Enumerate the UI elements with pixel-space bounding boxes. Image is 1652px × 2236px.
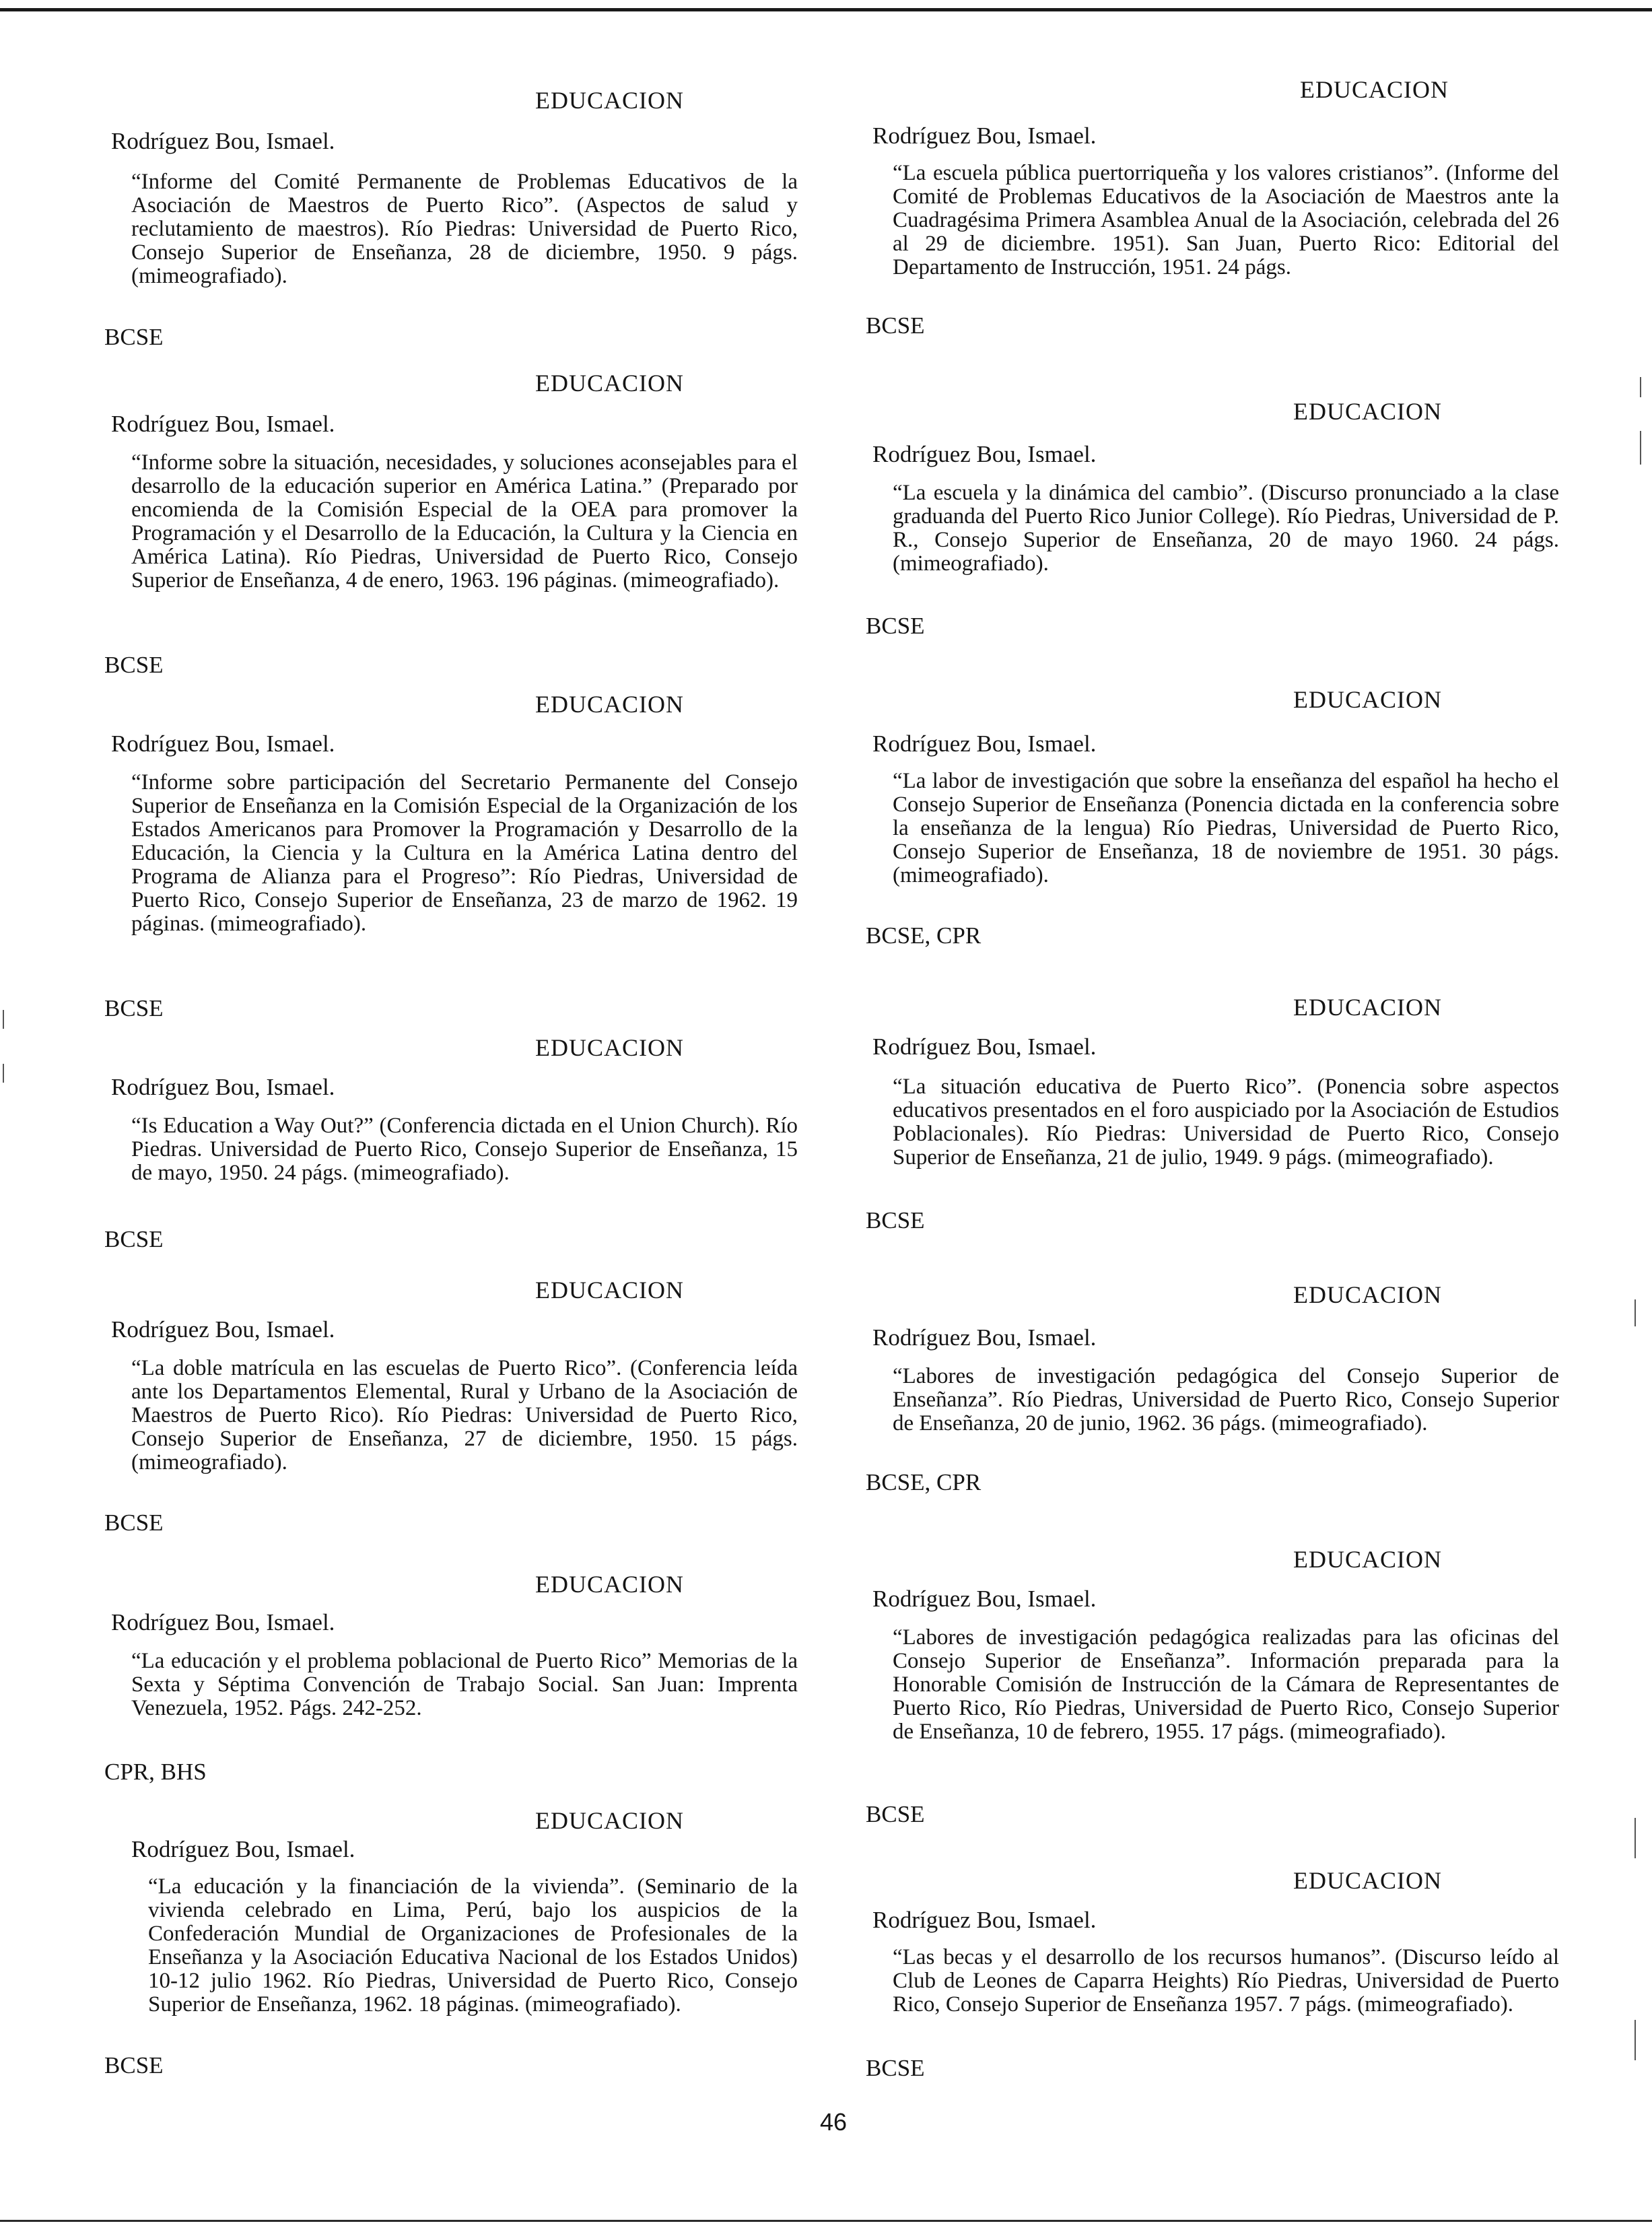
scan-margin-mark xyxy=(1634,1299,1636,1326)
author-name: Rodríguez Bou, Ismael. xyxy=(111,128,335,154)
subject-heading: EDUCACION xyxy=(1293,994,1442,1021)
author-name: Rodríguez Bou, Ismael. xyxy=(872,1586,1097,1612)
entry-text: “Informe sobre participación del Secretario Permanente del Consejo Superior de Enseñanza en la Comisión Especial de la Organización de los Estados Americanos para Promover la Programación y Desarrollo de la Educación, la Ciencia y la Cultura en la América Latina dentro del Programa de Alianza para el Progreso”: Río Piedras, Universidad de Puerto Rico, Consejo Superior de Enseñanza, 23 de marzo de 1962. 19 páginas. (mimeografiado). xyxy=(131,770,798,936)
subject-heading: EDUCACION xyxy=(535,1034,684,1061)
location-code: BCSE xyxy=(104,324,164,350)
entry-text: “Las becas y el desarrollo de los recursos humanos”. (Discurso leído al Club de Leones de Caparra Heights) Río Piedras, Universidad de Puerto Rico, Consejo Superior de Enseñanza 1957. 7 págs. (mimeografiado). xyxy=(893,1945,1559,2017)
top-rule xyxy=(0,8,1652,11)
location-code: BCSE xyxy=(104,2052,164,2078)
subject-heading: EDUCACION xyxy=(1300,76,1449,103)
entry-text: “La escuela y la dinámica del cambio”. (Discurso pronunciado a la clase graduanda del Puerto Rico Junior College). Río Piedras, Universidad de P. R., Consejo Superior de Enseñanza, 20 de mayo 1960. 24 págs. (mimeografiado). xyxy=(893,481,1559,576)
subject-heading: EDUCACION xyxy=(1293,398,1442,425)
subject-heading: EDUCACION xyxy=(535,691,684,718)
location-code: BCSE xyxy=(866,2055,925,2081)
entry-text: “Informe sobre la situación, necesidades, y soluciones aconsejables para el desarrollo de la educación superior en América Latina.” (Preparado por encomienda de la Comisión Especial de la OEA para promover la Programación y el Desarrollo de la Educación, la Cultura y la Ciencia en América Latina). Río Piedras, Universidad de Puerto Rico, Consejo Superior de Enseñanza, 4 de enero, 1963. 196 páginas. (mimeografiado). xyxy=(131,450,798,592)
location-code: BCSE xyxy=(104,995,164,1021)
entry-text: “La labor de investigación que sobre la enseñanza del español ha hecho el Consejo Superior de Enseñanza (Ponencia dictada en la conferencia sobre la enseñanza de la lengua) Río Piedras, Universidad de Puerto Rico, Consejo Superior de Enseñanza, 18 de noviembre de 1951. 30 págs. (mimeografiado). xyxy=(893,769,1559,887)
location-code: BCSE, CPR xyxy=(866,1469,982,1495)
author-name: Rodríguez Bou, Ismael. xyxy=(111,1316,335,1343)
entry-text: “Labores de investigación pedagógica realizadas para las oficinas del Consejo Superior de Enseñanza”. Información preparada para la Honorable Comisión de Instrucción de la Cámara de Representantes de Puerto Rico, Río Piedras, Universidad de Puerto Rico, Consejo Superior de Enseñanza, 10 de febrero, 1955. 17 págs. (mimeografiado). xyxy=(893,1625,1559,1744)
subject-heading: EDUCACION xyxy=(535,1277,684,1303)
author-name: Rodríguez Bou, Ismael. xyxy=(872,731,1097,757)
subject-heading: EDUCACION xyxy=(535,1807,684,1834)
entry-text: “Is Education a Way Out?” (Conferencia dictada en el Union Church). Río Piedras. Universidad de Puerto Rico, Consejo Superior de Enseñanza, 15 de mayo, 1950. 24 págs. (mimeografiado). xyxy=(131,1114,798,1185)
scan-margin-mark xyxy=(3,1064,4,1083)
scan-margin-mark xyxy=(3,1010,4,1029)
subject-heading: EDUCACION xyxy=(1293,1867,1442,1894)
entry-text: “La doble matrícula en las escuelas de Puerto Rico”. (Conferencia leída ante los Departamentos Elemental, Rural y Urbano de la Asociación de Maestros de Puerto Rico). Río Piedras: Universidad de Puerto Rico, Consejo Superior de Enseñanza, 27 de diciembre, 1950. 15 págs. (mimeografiado). xyxy=(131,1356,798,1475)
scan-margin-mark xyxy=(1634,1818,1636,1858)
location-code: BCSE xyxy=(866,613,925,639)
subject-heading: EDUCACION xyxy=(1293,1546,1442,1573)
location-code: BCSE xyxy=(866,1207,925,1233)
author-name: Rodríguez Bou, Ismael. xyxy=(872,441,1097,467)
location-code: CPR, BHS xyxy=(104,1759,207,1785)
location-code: BCSE xyxy=(104,1510,164,1536)
author-name: Rodríguez Bou, Ismael. xyxy=(111,411,335,437)
subject-heading: EDUCACION xyxy=(535,1571,684,1598)
author-name: Rodríguez Bou, Ismael. xyxy=(872,1324,1097,1351)
location-code: BCSE xyxy=(104,652,164,678)
entry-text: “La educación y la financiación de la vivienda”. (Seminario de la vivienda celebrado en Lima, Perú, bajo los auspicios de la Confederación Mundial de Organizaciones de Profesionales de la Enseñanza y la Asociación Educativa Nacional de los Estados Unidos) 10-12 julio 1962. Río Piedras, Universidad de Puerto Rico, Consejo Superior de Enseñanza, 1962. 18 páginas. (mimeografiado). xyxy=(148,1874,798,2017)
entry-text: “La escuela pública puertorriqueña y los valores cristianos”. (Informe del Comité de Problemas Educativos de la Asociación de Maestros ante la Cuadragésima Primera Asamblea Anual de la Asociación, celebrada del 26 al 29 de diciembre. 1951). San Juan, Puerto Rico: Editorial del Departamento de Instrucción, 1951. 24 págs. xyxy=(893,161,1559,279)
subject-heading: EDUCACION xyxy=(535,370,684,397)
scan-margin-mark xyxy=(1640,377,1641,397)
location-code: BCSE xyxy=(866,1801,925,1827)
page-number: 46 xyxy=(820,2108,848,2136)
author-name: Rodríguez Bou, Ismael. xyxy=(111,731,335,757)
author-name: Rodríguez Bou, Ismael. xyxy=(111,1074,335,1100)
location-code: BCSE xyxy=(866,312,925,339)
author-name: Rodríguez Bou, Ismael. xyxy=(872,1034,1097,1060)
subject-heading: EDUCACION xyxy=(535,87,684,114)
scan-margin-mark xyxy=(1634,2020,1636,2060)
bottom-rule xyxy=(0,2220,1652,2222)
author-name: Rodríguez Bou, Ismael. xyxy=(111,1609,335,1635)
entry-text: “La situación educativa de Puerto Rico”. (Ponencia sobre aspectos educativos presentados en el foro auspiciado por la Asociación de Estudios Poblacionales). Río Piedras: Universidad de Puerto Rico, Consejo Superior de Enseñanza, 21 de julio, 1949. 9 págs. (mimeografiado). xyxy=(893,1075,1559,1170)
author-name: Rodríguez Bou, Ismael. xyxy=(872,123,1097,149)
author-name: Rodríguez Bou, Ismael. xyxy=(131,1836,355,1862)
entry-text: “La educación y el problema poblacional de Puerto Rico” Memorias de la Sexta y Séptima Convención de Trabajo Social. San Juan: Imprenta Venezuela, 1952. Págs. 242-252. xyxy=(131,1649,798,1720)
subject-heading: EDUCACION xyxy=(1293,686,1442,713)
entry-text: “Labores de investigación pedagógica del Consejo Superior de Enseñanza”. Río Piedras, Universidad de Puerto Rico, Consejo Superior de Enseñanza, 20 de junio, 1962. 36 págs. (mimeografiado). xyxy=(893,1364,1559,1435)
subject-heading: EDUCACION xyxy=(1293,1281,1442,1308)
location-code: BCSE, CPR xyxy=(866,922,982,949)
entry-text: “Informe del Comité Permanente de Problemas Educativos de la Asociación de Maestros de Puerto Rico”. (Aspectos de salud y reclutamiento de maestros). Río Piedras: Universidad de Puerto Rico, Consejo Superior de Enseñanza, 28 de diciembre, 1950. 9 págs. (mimeografiado). xyxy=(131,170,798,288)
author-name: Rodríguez Bou, Ismael. xyxy=(872,1907,1097,1933)
location-code: BCSE xyxy=(104,1226,164,1252)
scan-margin-mark xyxy=(1640,431,1641,465)
